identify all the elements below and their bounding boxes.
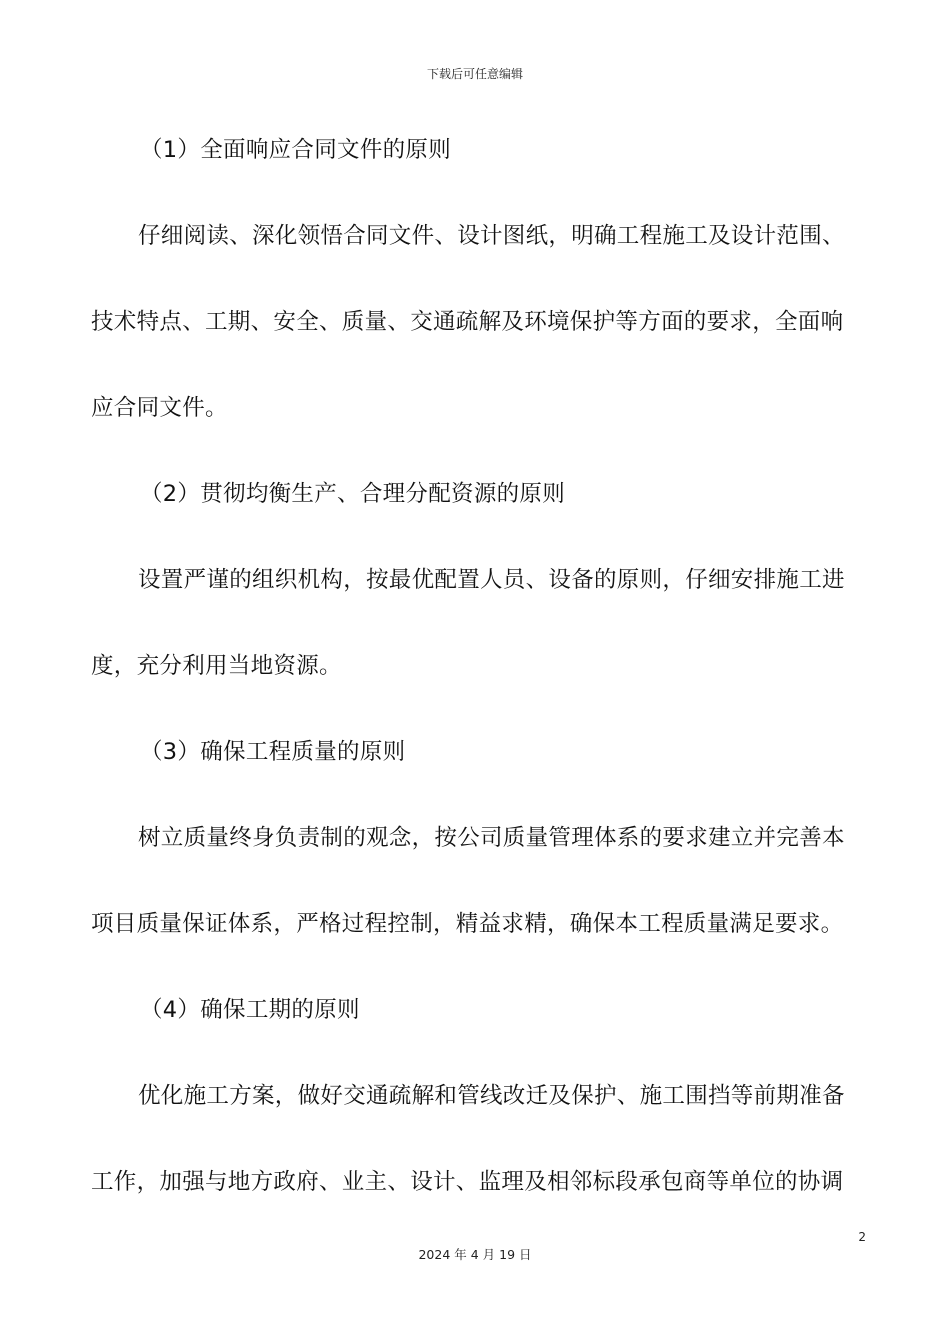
- paragraph-2-line-2: 度，充分利用当地资源。: [91, 653, 342, 679]
- paragraph-3-line-2: 项目质量保证体系，严格过程控制，精益求精，确保本工程质量满足要求。: [91, 911, 844, 937]
- paragraph-2-line-1: 设置严谨的组织机构，按最优配置人员、设备的原则，仔细安排施工进: [138, 567, 845, 593]
- paragraph-1-line-1: 仔细阅读、深化领悟合同文件、设计图纸，明确工程施工及设计范围、: [138, 223, 845, 249]
- page-number: 2: [858, 1230, 866, 1244]
- paragraph-1-line-3: 应合同文件。: [91, 395, 228, 421]
- paragraph-1-line-2: 技术特点、工期、安全、质量、交通疏解及环境保护等方面的要求，全面响: [91, 309, 844, 335]
- footer-date: 2024 年 4 月 19 日: [418, 1247, 532, 1262]
- paragraph-4-line-2: 工作，加强与地方政府、业主、设计、监理及相邻标段承包商等单位的协调: [91, 1169, 844, 1195]
- paragraph-3-line-1: 树立质量终身负责制的观念，按公司质量管理体系的要求建立并完善本: [138, 825, 845, 851]
- header-note: 下载后可任意编辑: [426, 67, 523, 81]
- section-heading-4: （4）确保工期的原则: [140, 997, 360, 1023]
- section-heading-2: （2）贯彻均衡生产、合理分配资源的原则: [140, 481, 566, 507]
- paragraph-4-line-1: 优化施工方案，做好交通疏解和管线改迁及保护、施工围挡等前期准备: [138, 1083, 845, 1109]
- section-heading-1: （1）全面响应合同文件的原则: [140, 137, 452, 163]
- section-heading-3: （3）确保工程质量的原则: [140, 739, 406, 765]
